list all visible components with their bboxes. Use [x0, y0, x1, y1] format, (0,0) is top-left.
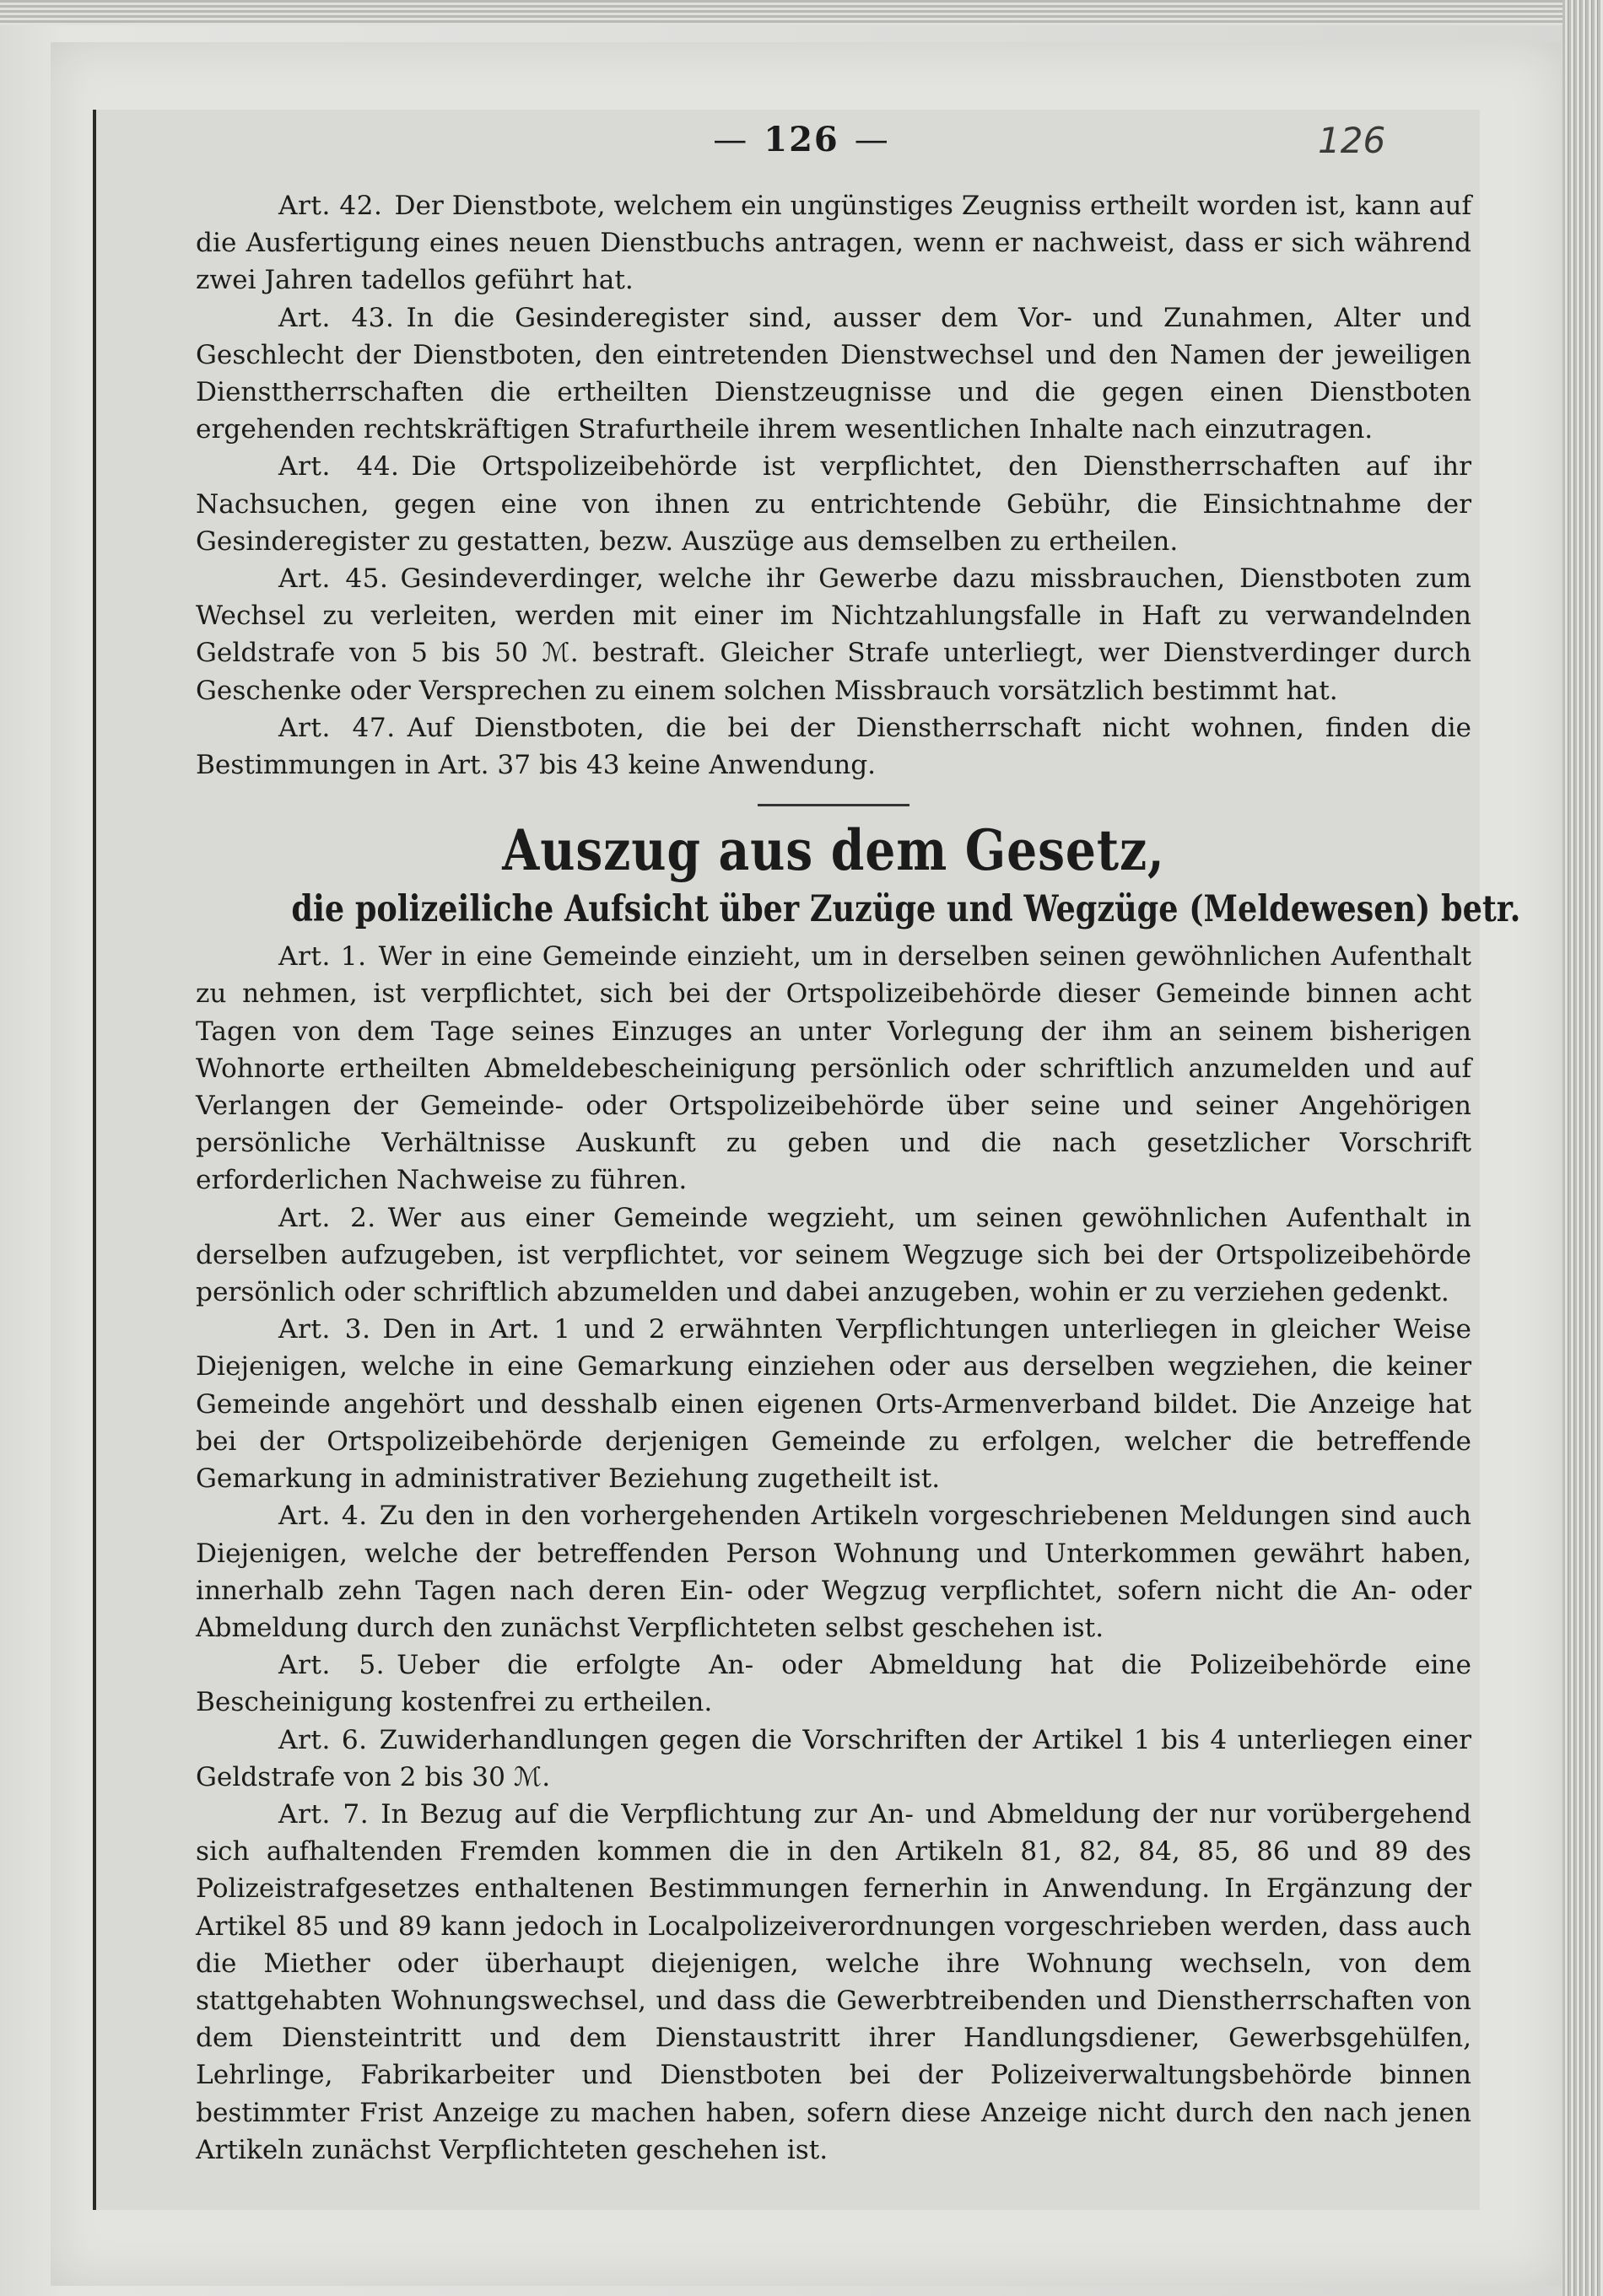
article-label: Art. 45.: [278, 563, 389, 595]
article-text: Ueber die erfolgte An- oder Abmeldung hat die Polizeibehörde eine Bescheinigung kostenfrei zu ertheilen.: [196, 1650, 1471, 1718]
article-text: In Bezug auf die Verpflichtung zur An- und Abmeldung der nur vorübergehend sich aufhaltenden Fremden kommen die in den Artikeln 81, 82, 84, 85, 86 und 89 des Polizeistrafgesetzes enthaltenen Bestimmungen fernerhin in Anwendung. In Ergänzung der Artikel 85 und 89 kann jedoch in Localpolizeiverordnungen vorgeschrieben werden, dass auch die Miether oder überhaupt diejenigen, welche ihre Wohnung wechseln, von dem stattgehabten Wohnungswechsel, und dass die Gewerbtreibenden und Dienstherrschaften von dem Diensteintritt und dem Dienstaustritt ihrer Handlungsdiener, Gewerbsgehülfen, Lehrlinge, Fabrikarbeiter und Dienstboten bei der Polizeiverwaltungsbehörde binnen bestimmter Frist Anzeige zu machen haben, sofern diese Anzeige nicht durch den nach jenen Artikeln zunächst Verpflichteten geschehen ist.: [196, 1798, 1471, 2165]
section-subtitle: die polizeiliche Aufsicht über Zuzüge und Wegzüge (Meldewesen) betr.: [291, 888, 1521, 931]
section-divider: [758, 804, 909, 806]
article-label: Art. 7.: [278, 1798, 370, 1830]
article-text: Die Ortspolizeibehörde ist verpflichtet, den Dienstherrschaften auf ihr Nachsuchen, gegen eine von ihnen zu entrichtende Gebühr, die Einsichtnahme der Gesinderegister zu gestatten, bezw. Auszüge aus demselben zu ertheilen.: [196, 451, 1471, 557]
article-paragraph: [196, 1796, 1471, 2169]
article-label: Art. 4.: [278, 1501, 368, 1532]
article-text: Der Dienstbote, welchem ein ungünstiges Zeugniss ertheilt worden ist, kann auf die Ausfertigung eines neuen Dienstbuchs antragen, wenn er nachweist, dass er sich während zwei Jahren tadellos geführt hat.: [196, 191, 1472, 296]
article-label: Art. 44.: [278, 451, 400, 482]
article-label: Art. 42.: [278, 191, 383, 221]
article-paragraph: [196, 1311, 1471, 1497]
article-text: Wer aus einer Gemeinde wegzieht, um seinen gewöhnlichen Aufenthalt in derselben aufzugeben, ist verpflichtet, vor seinem Wegzuge sich bei der Ortspolizeibehörde persönlich oder schriftlich abzumelden und dabei anzugeben, wohin er zu verziehen gedenkt.: [196, 1202, 1471, 1308]
page-number-value: 126: [764, 120, 839, 159]
article-text: Zu den in den vorhergehenden Artikeln vorgeschriebenen Meldungen sind auch Diejenigen, welche der betreffenden Person Wohnung und Unterkommen gewährt haben, innerhalb zehn Tagen nach deren Ein- oder Wegzug verpflichtet, sofern nicht die An- oder Abmeldung durch den zunächst Verpflichteten selbst geschehen ist.: [196, 1501, 1471, 1643]
article-paragraph: [196, 709, 1471, 784]
article-text: Auf Dienstboten, die bei der Dienstherrschaft nicht wohnen, finden die Bestimmungen in Art. 37 bis 43 keine Anwendung.: [196, 712, 1472, 781]
article-label: Art. 5.: [278, 1650, 386, 1681]
article-label: Art. 43.: [278, 302, 395, 333]
article-text: In die Gesinderegister sind, ausser dem Vor- und Zunahmen, Alter und Geschlecht der Dienstboten, den eintretenden Dienstwechsel und den Namen der jeweiligen Diensttherrschaften die ertheilten Dienstzeugnisse und die gegen einen Dienstboten ergehenden rechtskräftigen Strafurtheile ihrem wesentlichen Inhalte nach einzutragen.: [196, 302, 1471, 445]
section-dienstboten: [196, 187, 1471, 784]
article-text: Zuwiderhandlungen gegen die Vorschriften der Artikel 1 bis 4 unterliegen einer Geldstrafe von 2 bis 30 ℳ.: [196, 1724, 1471, 1792]
handwritten-page-note: 126: [1318, 120, 1386, 161]
article-paragraph: [196, 1647, 1471, 1721]
article-label: Art. 2.: [278, 1202, 376, 1233]
page-number-dash-right: —: [854, 121, 890, 159]
article-label: Art. 3.: [278, 1314, 371, 1345]
section-title: Auszug aus dem Gesetz,: [502, 817, 1165, 884]
section-meldewesen: [196, 815, 1521, 2169]
article-paragraph: [196, 560, 1471, 709]
article-text: Gesindeverdinger, welche ihr Gewerbe dazu missbrauchen, Dienstboten zum Wechsel zu verleiten, werden mit einer im Nichtzahlungsfalle in Haft zu verwandelnden Geldstrafe von 5 bis 50 ℳ. bestraft. Gleicher Strafe unterliegt, wer Dienstverdinger durch Geschenke oder Versprechen zu einem solchen Missbrauch vorsätzlich bestimmt hat.: [196, 563, 1472, 706]
article-label: Art. 47.: [278, 712, 396, 743]
article-text: Wer in eine Gemeinde einzieht, um in derselben seinen gewöhnlichen Aufenthalt zu nehmen, ist verpflichtet, sich bei der Ortspolizeibehörde dieser Gemeinde binnen acht Tagen von dem Tage seines Einzuges an unter Vorlegung der ihm an seinem bisherigen Wohnorte ertheilten Abmeldebescheinigung persönlich oder schriftlich anzumelden und auf Verlangen der Gemeinde- oder Ortspolizeibehörde über seine und seiner Angehörigen persönliche Verhältnisse Auskunft zu geben und die nach gesetzlicher Vorschrift erforderlichen Nachweise zu führen.: [196, 941, 1471, 1196]
page-stack-top: [0, 0, 1603, 25]
article-paragraph: [196, 299, 1471, 449]
document-body: [196, 187, 1521, 2169]
article-paragraph: [196, 1497, 1471, 1647]
article-paragraph: [196, 1199, 1471, 1312]
page-stack-right: [1563, 0, 1603, 2296]
article-label: Art. 1.: [278, 941, 367, 973]
article-paragraph: [196, 1722, 1471, 1796]
article-label: Art. 6.: [278, 1724, 368, 1755]
article-paragraph: [196, 448, 1471, 560]
page-number-dash-left: —: [713, 121, 749, 159]
article-paragraph: [196, 938, 1471, 1199]
article-paragraph: [196, 187, 1471, 299]
article-text: Den in Art. 1 und 2 erwähnten Verpflichtungen unterliegen in gleicher Weise Diejenigen, welche in eine Gemarkung einziehen oder aus derselben wegziehen, die keiner Gemeinde angehört und desshalb einen eigenen Orts-Armenverband bildet. Die Anzeige hat bei der Ortspolizeibehörde derjenigen Gemeinde zu erfolgen, welcher die betreffende Gemarkung in administrativer Beziehung zugetheilt ist.: [196, 1314, 1471, 1495]
